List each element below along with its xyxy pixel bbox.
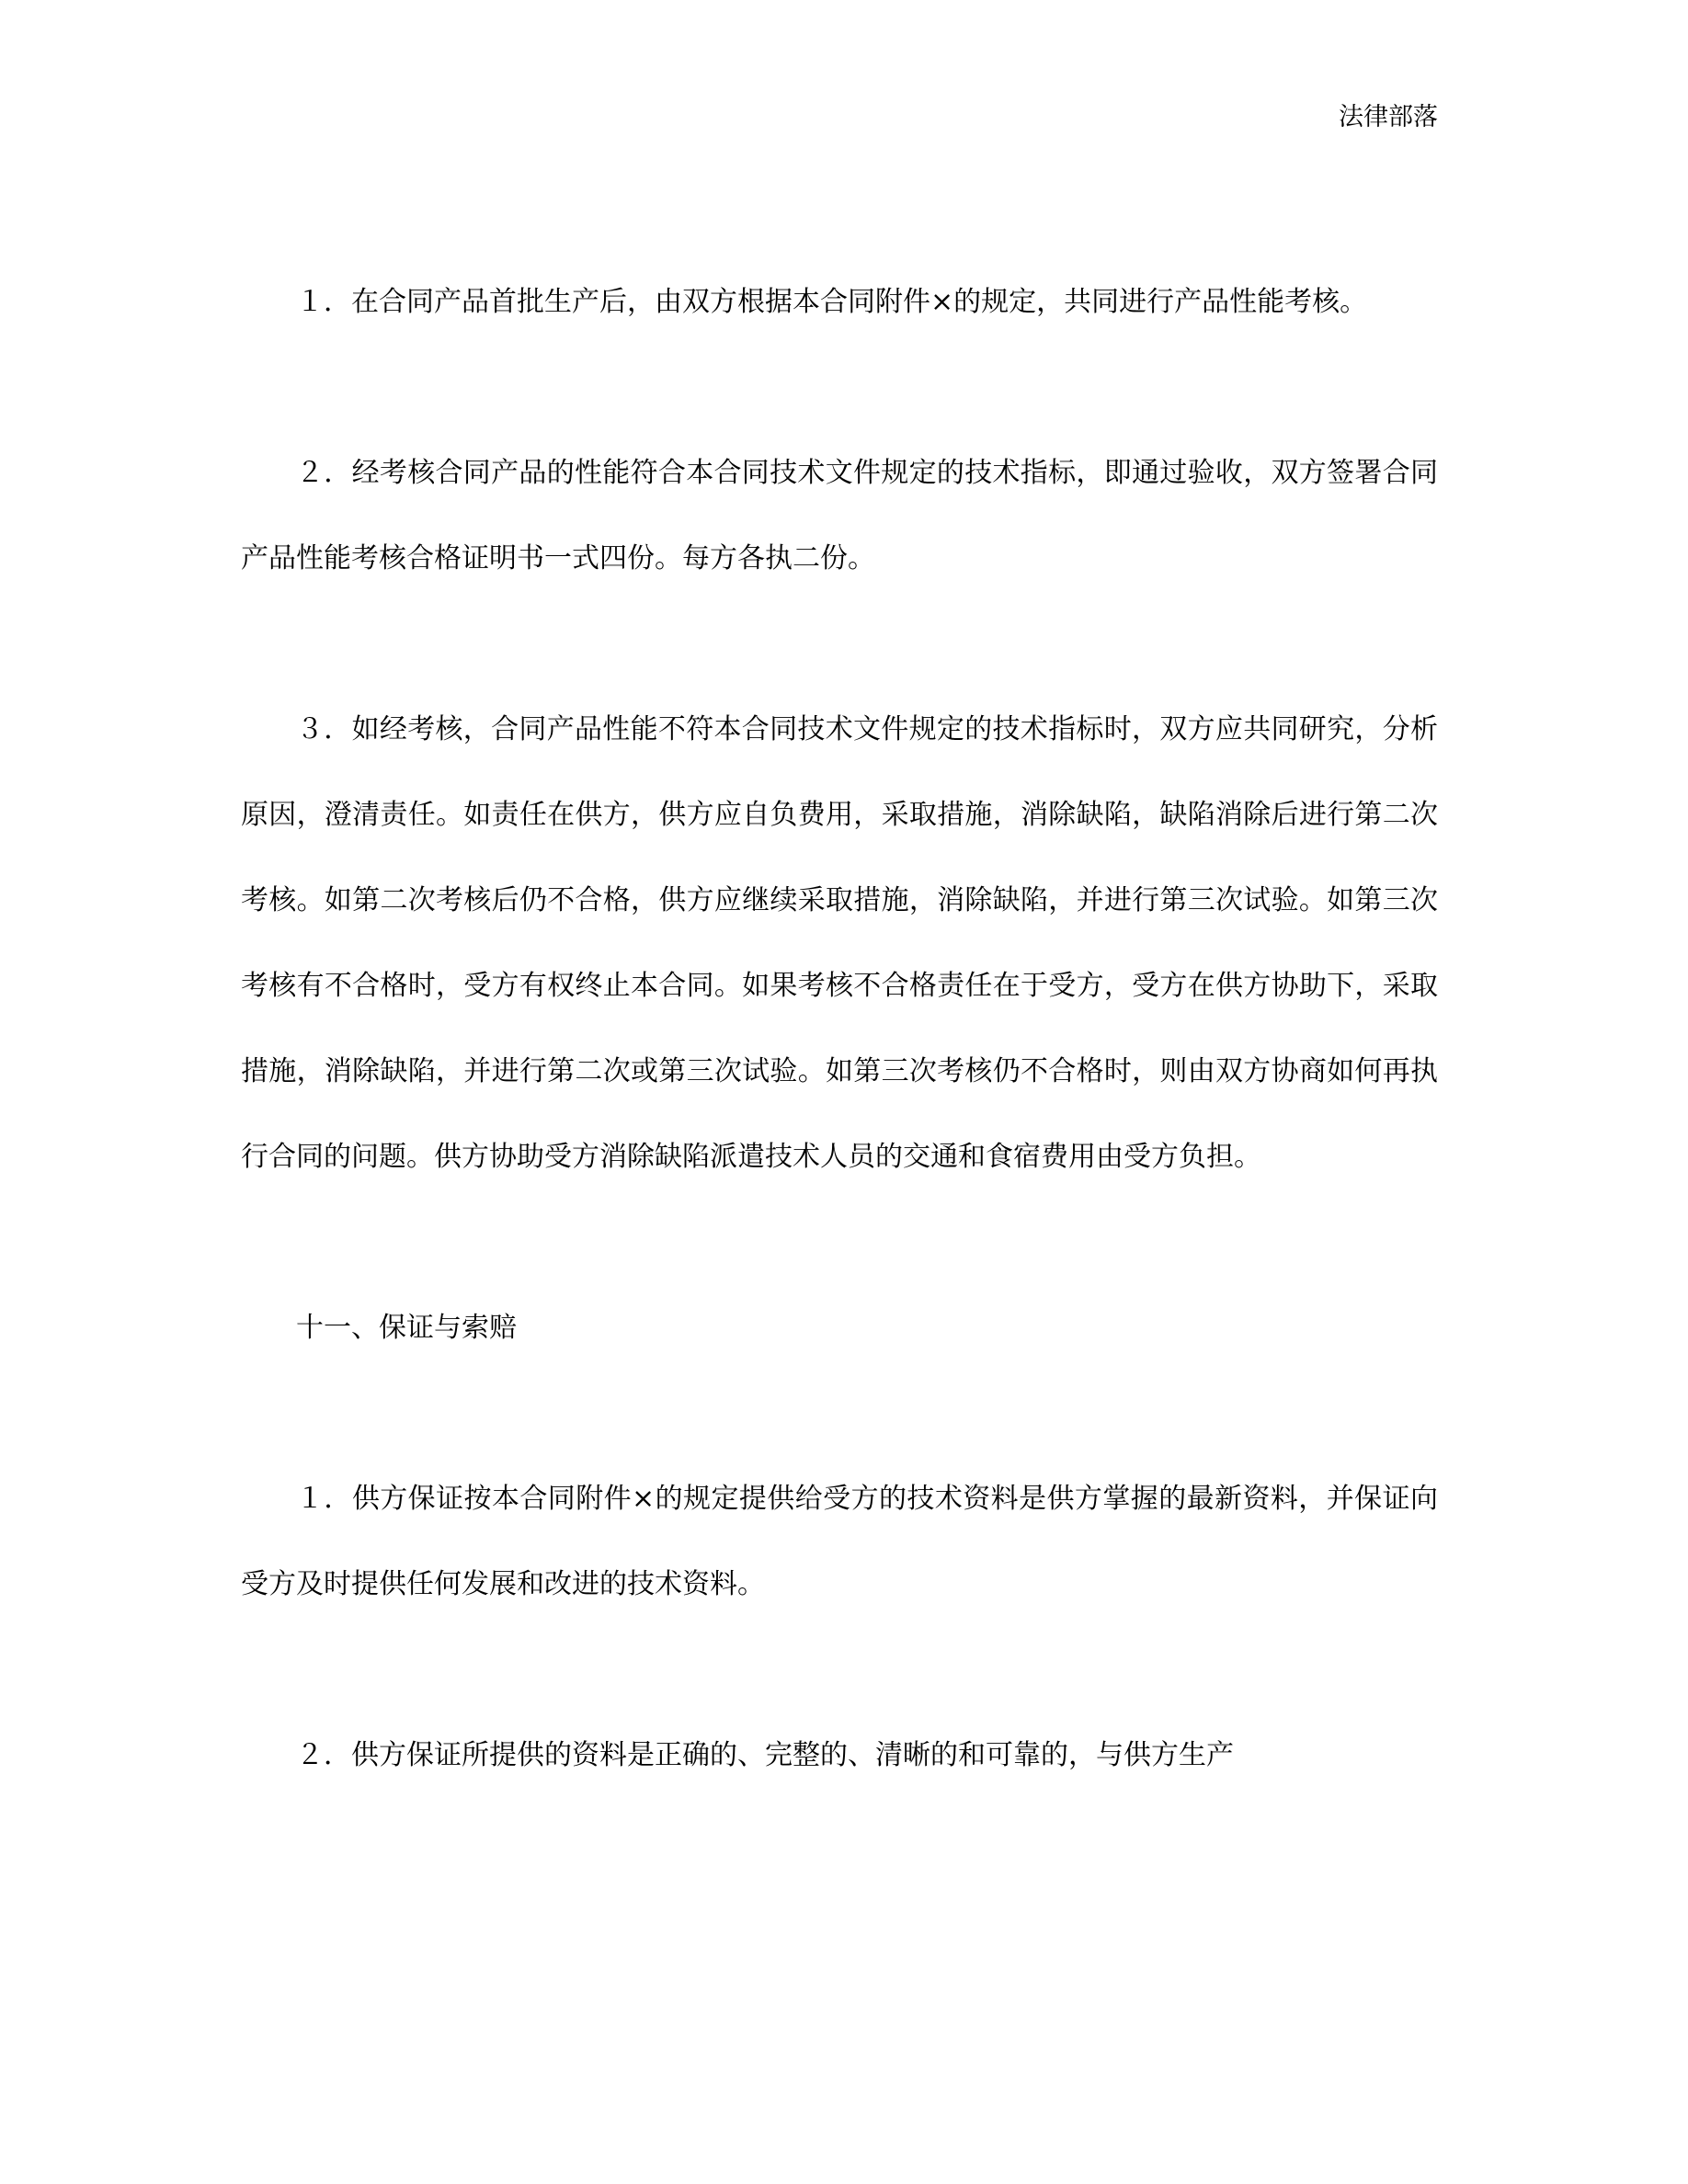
section-heading-guarantee-claims: 十一、保证与索赔 [296,1312,517,1345]
paragraph-guarantee-2: ２．供方保证所提供的资料是正确的、完整的、清晰的和可靠的，与供方生产 [296,1739,1234,1772]
page-header-watermark: 法律部落 [1339,103,1438,131]
paragraph-guarantee-1: １．供方保证按本合同附件×的规定提供给受方的技术资料是供方掌握的最新资料，并保证向受方及时提供任何发展和改进的技术资料。 [241,1483,1438,1601]
paragraph-performance-check-2: ２．经考核合同产品的性能符合本合同技术文件规定的技术指标，即通过验收，双方签署合同产品性能考核合格证明书一式四份。每方各执二份。 [241,457,1438,575]
paragraph-performance-check-3: ３．如经考核，合同产品性能不符本合同技术文件规定的技术指标时，双方应共同研究，分析原因，澄清责任。如责任在供方，供方应自负费用，采取措施，消除缺陷，缺陷消除后进行第二次考核。如第二次考核后仍不合格，供方应继续采取措施，消除缺陷，并进行第三次试验。如第三次考核有不合格时，受方有权终止本合同。如果考核不合格责任在于受方，受方在供方协助下，采取措施，消除缺陷，并进行第二次或第三次试验。如第三次考核仍不合格时，则由双方协商如何再执行合同的问题。供方协助受方消除缺陷派遣技术人员的交通和食宿费用由受方负担。 [241,713,1438,1174]
document-body [241,259,1438,1798]
paragraph-performance-check-1: １．在合同产品首批生产后，由双方根据本合同附件×的规定，共同进行产品性能考核。 [296,286,1368,319]
